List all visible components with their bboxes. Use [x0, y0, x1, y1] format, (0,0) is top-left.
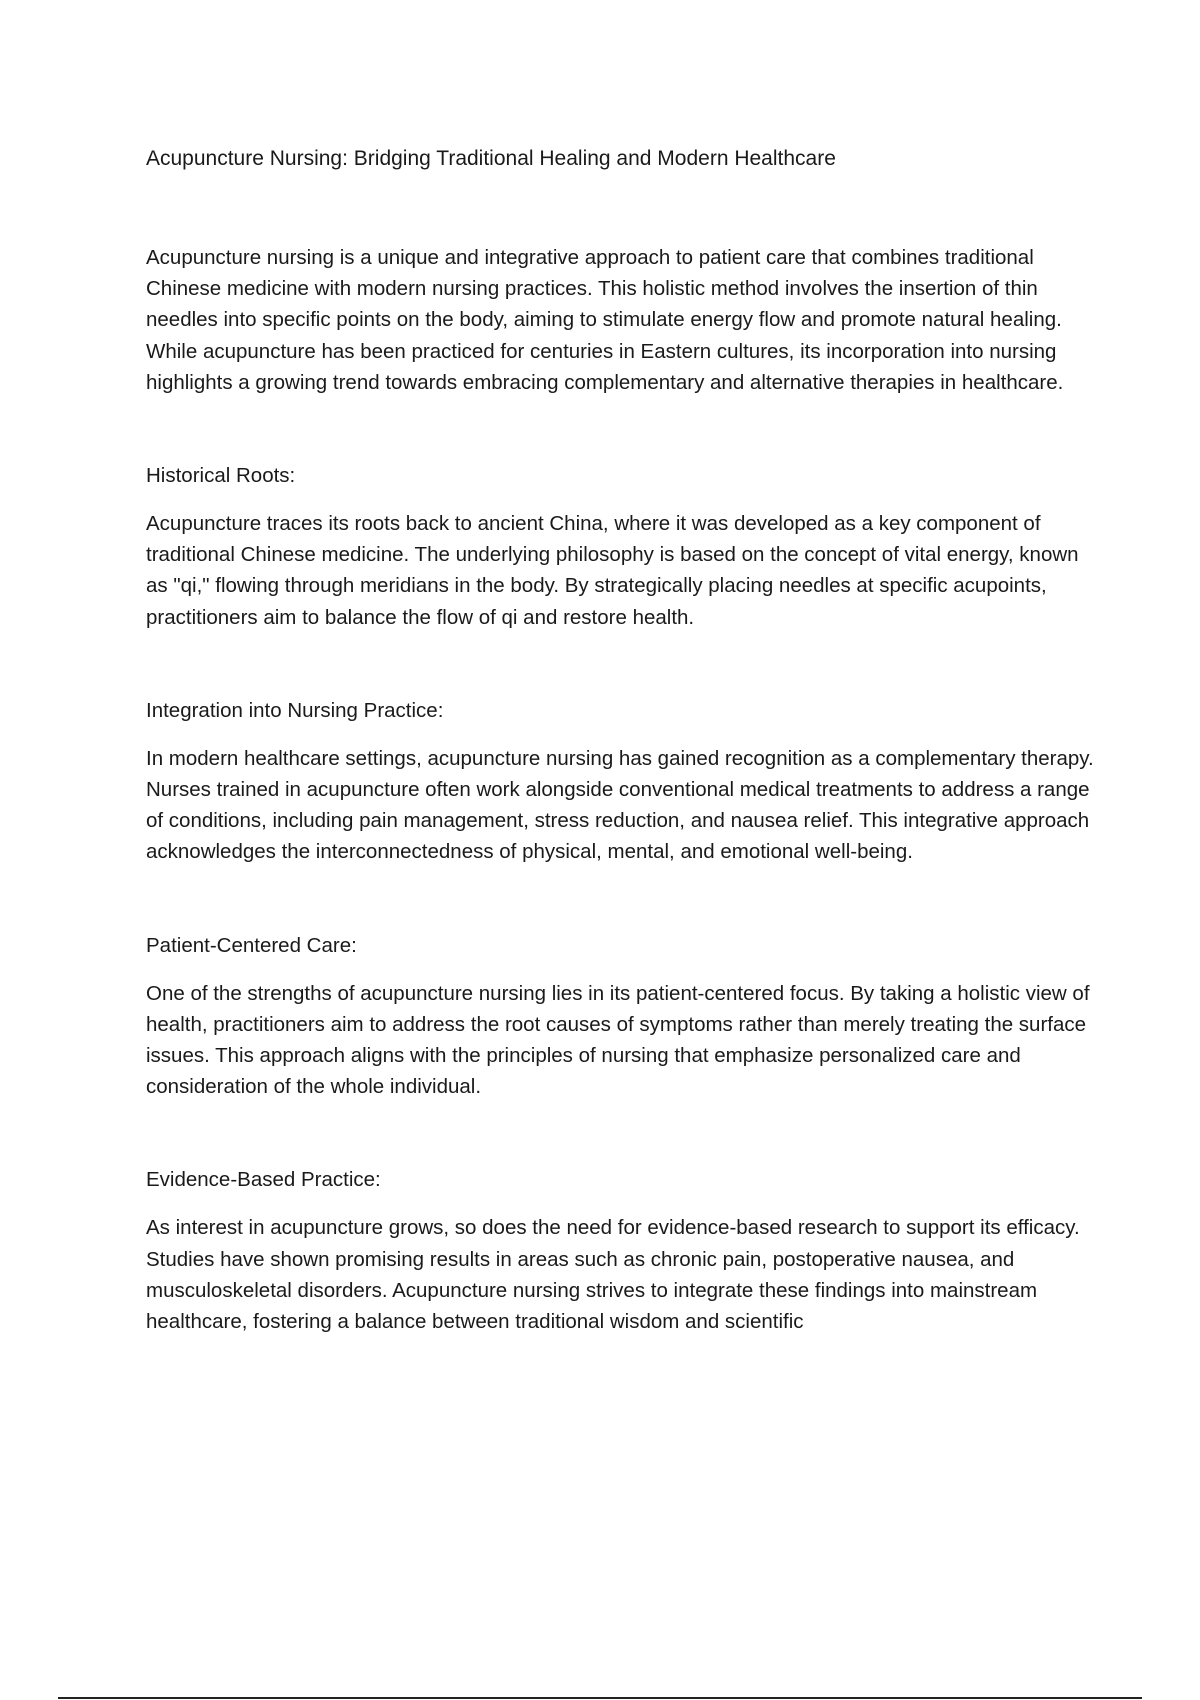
section-evidence-based-practice	[146, 1164, 1096, 1337]
section-patient-centered-care	[146, 930, 1096, 1103]
document-content	[146, 143, 1096, 1399]
section-historical-roots	[146, 460, 1096, 633]
section-heading: Integration into Nursing Practice:	[146, 698, 444, 722]
intro-paragraph: Acupuncture nursing is a unique and integrative approach to patient care that combines traditional Chinese medicine with modern nursing practices. This holistic method involves the insertion of thin needles into specific points on the body, aiming to stimulate energy flow and promote natural healing. While acupuncture has been practiced for centuries in Eastern cultures, its incorporation into nursing highlights a growing trend towards embracing complementary and alternative therapies in healthcare.	[146, 246, 1064, 394]
document-title: Acupuncture Nursing: Bridging Traditional Healing and Modern Healthcare	[146, 147, 836, 170]
section-heading: Evidence-Based Practice:	[146, 1168, 381, 1192]
section-heading: Historical Roots:	[146, 464, 296, 488]
section-integration-into-nursing-practice	[146, 695, 1096, 868]
section-body: One of the strengths of acupuncture nursing lies in its patient-centered focus. By taking a holistic view of health, practitioners aim to address the root causes of symptoms rather than merely treating the surface issues. This approach aligns with the principles of nursing that emphasize personalized care and consideration of the whole individual.	[146, 981, 1090, 1099]
section-body: In modern healthcare settings, acupuncture nursing has gained recognition as a complementary therapy. Nurses trained in acupuncture often work alongside conventional medical treatments to address a range of conditions, including pain management, stress reduction, and nausea relief. This integrative approach acknowledges the interconnectedness of physical, mental, and emotional well-being.	[146, 746, 1094, 864]
section-heading: Patient-Centered Care:	[146, 933, 357, 957]
page-bottom-divider	[58, 1697, 1142, 1699]
section-body: As interest in acupuncture grows, so does the need for evidence-based research to support its efficacy. Studies have shown promising results in areas such as chronic pain, postoperative nausea, and musculoskeletal disorders. Acupuncture nursing strives to integrate these findings into mainstream healthcare, fostering a balance between traditional wisdom and scientific	[146, 1216, 1080, 1334]
section-body: Acupuncture traces its roots back to ancient China, where it was developed as a key component of traditional Chinese medicine. The underlying philosophy is based on the concept of vital energy, known as "qi," flowing through meridians in the body. By strategically placing needles at specific acupoints, practitioners aim to balance the flow of qi and restore health.	[146, 512, 1079, 629]
